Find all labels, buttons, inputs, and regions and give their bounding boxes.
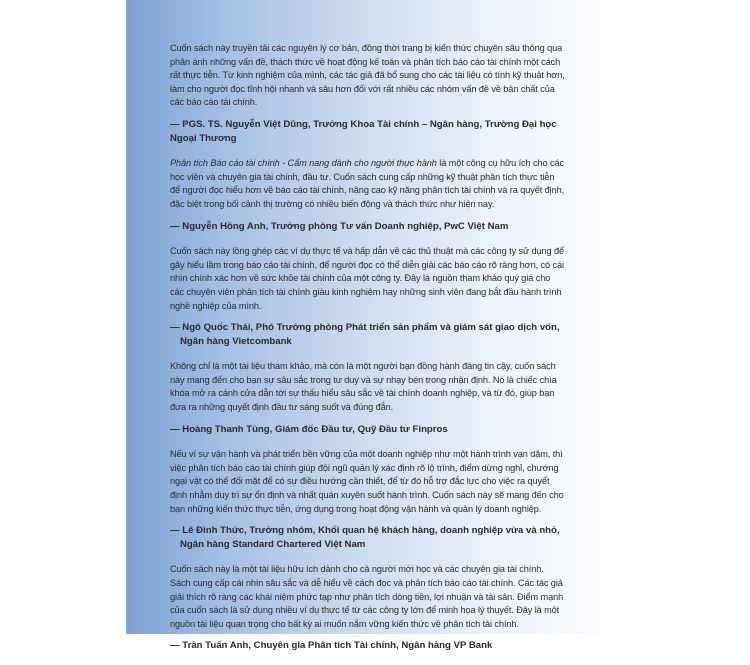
review-text: Không chỉ là một tài liệu tham khảo, mà còn là một người bạn đồng hành đáng tin cậy, cuốn sách này mang đến cho bạn sự sâu sắc trong tư duy và sự nhạy bén trong nhận định. Nó là chiếc chìa khóa mở ra cánh cửa dẫn tới sự thấu hiểu sâu sắc về tài chính doanh nghiệp, và từ đó, giúp bạn đưa ra những quyết định đầu tư sáng suốt và đúng đắn. — [170, 361, 557, 413]
review-block — [170, 360, 566, 436]
signature-line-2: Ngân hàng Vietcombank — [180, 335, 292, 347]
review-block — [170, 42, 566, 145]
review-block — [170, 245, 566, 348]
review-text — [170, 157, 566, 211]
review-signature — [170, 639, 566, 653]
signature-line: — Trần Tuấn Anh, Chuyên gia Phân tích Tài chính, Ngân hàng VP Bank — [170, 640, 493, 652]
signature-line: — PGS. TS. Nguyễn Việt Dũng, Trưởng Khoa Tài chính – Ngân hàng, Trường Đại học Ngoại Thương — [170, 118, 557, 144]
signature-line-2: Ngân hàng Standard Chartered Việt Nam — [180, 538, 366, 550]
review-signature — [170, 524, 566, 551]
review-signature — [170, 220, 566, 234]
back-cover-reviews — [170, 42, 566, 665]
signature-line: — Lê Đình Thức, Trưởng nhóm, Khối quan hệ khách hàng, doanh nghiệp vừa và nhỏ, — [170, 525, 560, 537]
review-block — [170, 157, 566, 233]
review-text: Nếu ví sự vận hành và phát triển bền vững của một doanh nghiệp như một hành trình vạn dặm, thì việc phân tích báo cáo tài chính giúp đội ngũ quản lý xác định rõ lộ trình, điểm dừng nghỉ, chướng ngại vật có thể đối mặt để có sự điều hướng cần thiết, để từ đó hỗ trợ đắc lực cho việc ra quyết định nhằm duy trì sự ổn định và nhất quán xuyên suốt hành trình. Cuốn sách này sẽ mang đến cho bạn những kiến thức thực tiễn, ứng dụng trong hoạt động vận hành và quản lý doanh nghiệp. — [170, 449, 564, 514]
review-text: Cuốn sách này là một tài liệu hữu ích dành cho cả người mới học và các chuyên gia tài chính. Sách cung cấp cái nhìn sâu sắc và dễ hiểu về cách đọc và phân tích báo cáo tài chính. Các tác giả giải thích rõ ràng các khái niệm phức tạp như phân tích dòng tiền, lợi nhuận và tài sản. Điểm mạnh của cuốn sách là sử dụng nhiều ví dụ thực tế từ các công ty lớn để minh họa lý thuyết. Đây là một nguồn tài liệu quan trọng cho bất kỳ ai muốn nắm vững kiến thức về phân tích tài chính. — [170, 564, 564, 629]
review-signature — [170, 118, 566, 145]
review-text: Cuốn sách này lồng ghép các ví dụ thực tế và hấp dẫn về các thủ thuật mà các công ty sử dụng để gây hiểu lầm trong báo cáo tài chính, để người đọc có thể diễn giải các báo cáo rõ ràng hơn, có cái nhìn chính xác hơn về sức khỏe tài chính của một công ty. Đây là nguồn tham khảo quý giá cho các chuyên viên phân tích tài chính giàu kinh nghiệm hay những sinh viên đang bắt đầu hành trình nghề nghiệp của mình. — [170, 246, 565, 311]
review-text-rest: là một công cụ hữu ích cho các học viên và chuyên gia tài chính, đầu tư. Cuốn sách cung cấp những kỹ thuật phân tích thực tiễn để người đọc hiểu hơn về báo cáo tài chính, nâng cao kỹ năng phân tích tài chính và ra quyết định, đặc biệt trong bối cảnh thị trường có nhiều biến động và thách thức như hiện nay. — [170, 158, 565, 209]
signature-line: — Ngô Quốc Thái, Phó Trưởng phòng Phát triển sản phẩm và giám sát giao dịch vốn, — [170, 322, 560, 334]
review-signature — [170, 423, 566, 437]
review-signature — [170, 321, 566, 348]
signature-line: — Nguyễn Hồng Anh, Trưởng phòng Tư vấn Doanh nghiệp, PwC Việt Nam — [170, 220, 509, 232]
review-text: Cuốn sách này truyền tải các nguyên lý cơ bản, đồng thời trang bị kiến thức chuyên sâu thông qua phân ánh những vấn đề, thách thức về hoạt động kế toán và phân tích báo cáo tài chính một cách rất thực tiễn. Từ kinh nghiệm của mình, các tác giả đã bổ sung cho các tài liệu có tính kỹ thuật hơn, làm cho người đọc tĩnh hội nhanh và sâu hơn đối với rất nhiều các nhóm vấn đề về bản chất của các báo cáo tài chính. — [170, 43, 565, 108]
review-block — [170, 448, 566, 551]
review-block — [170, 563, 566, 653]
book-title-italic: Phân tích Báo cáo tài chính - Cẩm nang dành cho người thực hành — [170, 158, 437, 169]
signature-line: — Hoàng Thanh Tùng, Giám đốc Đầu tư, Quỹ Đầu tư Finpros — [170, 423, 448, 435]
